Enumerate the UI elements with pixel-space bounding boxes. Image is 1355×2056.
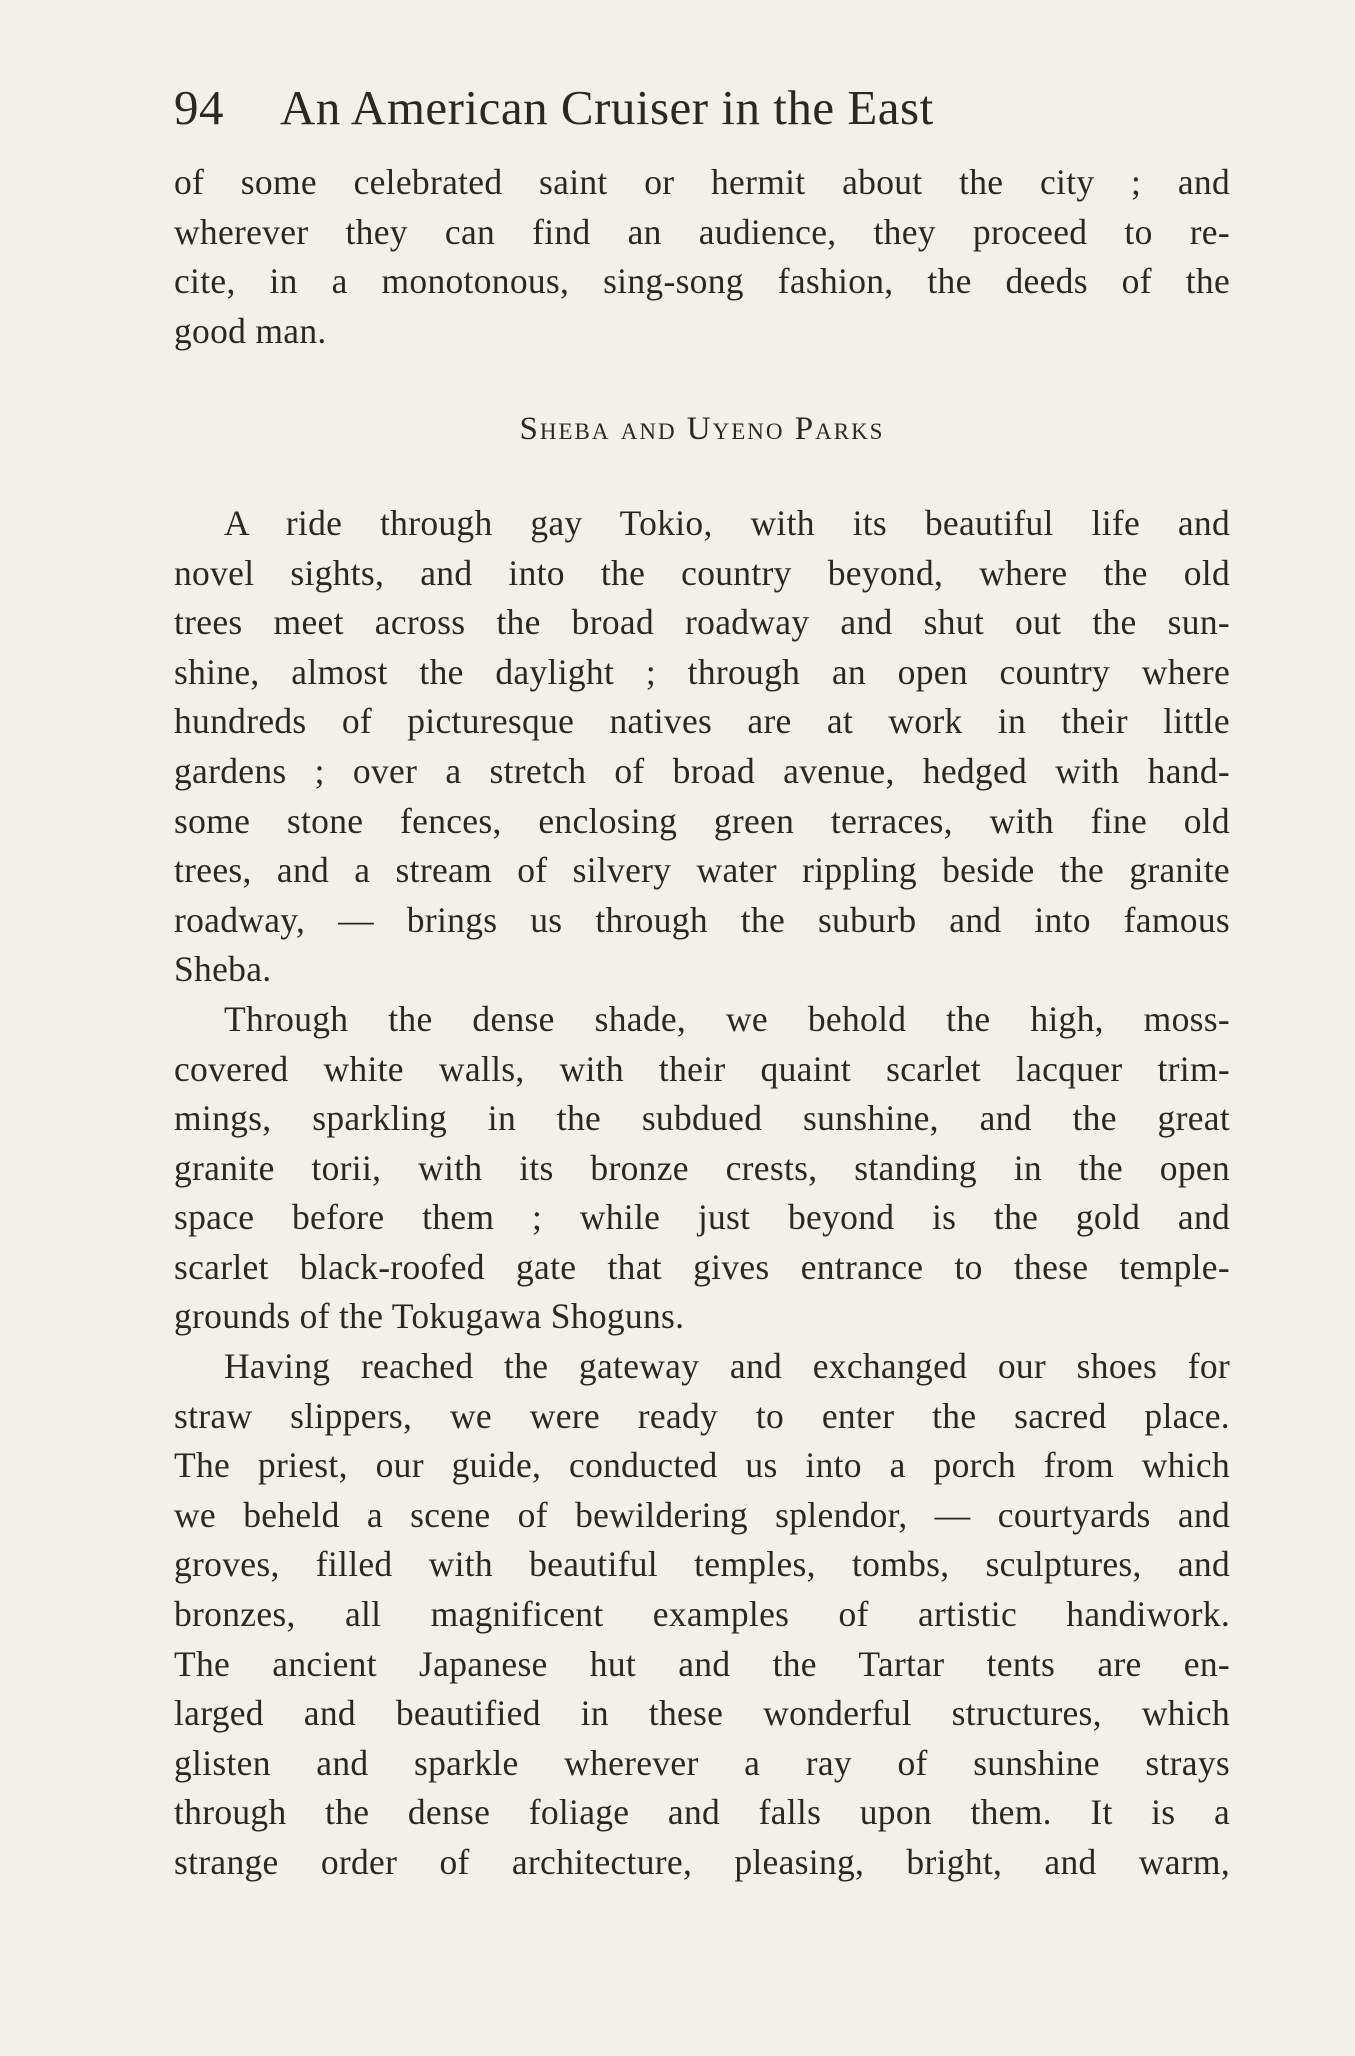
text-line: Through the dense shade, we behold the high, moss- [224,998,1230,1039]
text-line: cite, in a monotonous, sing-song fashion, the deeds of the [174,261,1230,302]
page-number: 94 [174,80,224,135]
text-line: mings, sparkling in the subdued sunshine, and the great [174,1098,1230,1139]
text-line: grounds of the Tokugawa Shoguns. [174,1296,685,1337]
text-line: strange order of architecture, pleasing, bright, and warm, [174,1842,1230,1882]
text-line: A ride through gay Tokio, with its beautiful life and [224,502,1230,543]
text-line: gardens ; over a stretch of broad avenue, hedged with hand- [174,750,1230,791]
text-line: scarlet black-roofed gate that gives entrance to these temple- [174,1246,1230,1287]
text-line: novel sights, and into the country beyond, where the old [174,552,1230,593]
paragraph-dense-shade [174,995,1230,1342]
text-line: hundreds of picturesque natives are at work in their little [174,701,1230,742]
paragraph-sheba-ride [174,499,1230,995]
section-heading: Sheba and Uyeno Parks [519,411,885,448]
text-line: wherever they can find an audience, they proceed to re- [174,211,1230,252]
opening-paragraph [174,158,1230,356]
book-page [174,78,1230,1888]
text-line: good man. [174,310,327,351]
text-line: shine, almost the daylight ; through an open country where [174,651,1230,692]
running-head [174,78,1230,138]
text-line: straw slippers, we were ready to enter the sacred place. [174,1395,1230,1436]
text-line: groves, filled with beautiful temples, tombs, sculptures, and [174,1544,1230,1585]
text-line: roadway, — brings us through the suburb and into famous [174,899,1230,940]
text-line: The ancient Japanese hut and the Tartar tents are en- [174,1643,1230,1684]
text-line: space before them ; while just beyond is the gold and [174,1197,1230,1238]
text-line: trees meet across the broad roadway and shut out the sun- [174,602,1230,643]
text-line: of some celebrated saint or hermit about the city ; and [174,162,1230,202]
running-title: An American Cruiser in the East [280,80,934,135]
text-line: through the dense foliage and falls upon them. It is a [174,1792,1230,1833]
text-line: larged and beautified in these wonderful structures, which [174,1693,1230,1734]
text-line: The priest, our guide, conducted us into a porch from which [174,1445,1230,1486]
text-line: covered white walls, with their quaint scarlet lacquer trim- [174,1048,1230,1089]
text-line: some stone fences, enclosing green terraces, with fine old [174,800,1230,841]
text-line: trees, and a stream of silvery water rippling beside the granite [174,850,1230,891]
text-line: Having reached the gateway and exchanged our shoes for [224,1346,1230,1387]
text-line: bronzes, all magnificent examples of artistic handiwork. [174,1594,1230,1635]
paragraph-gateway [174,1342,1230,1888]
text-line: glisten and sparkle wherever a ray of sunshine strays [174,1742,1230,1783]
text-line: granite torii, with its bronze crests, standing in the open [174,1147,1230,1188]
text-line: we beheld a scene of bewildering splendor, — courtyards and [174,1494,1230,1535]
text-line: Sheba. [174,949,272,990]
